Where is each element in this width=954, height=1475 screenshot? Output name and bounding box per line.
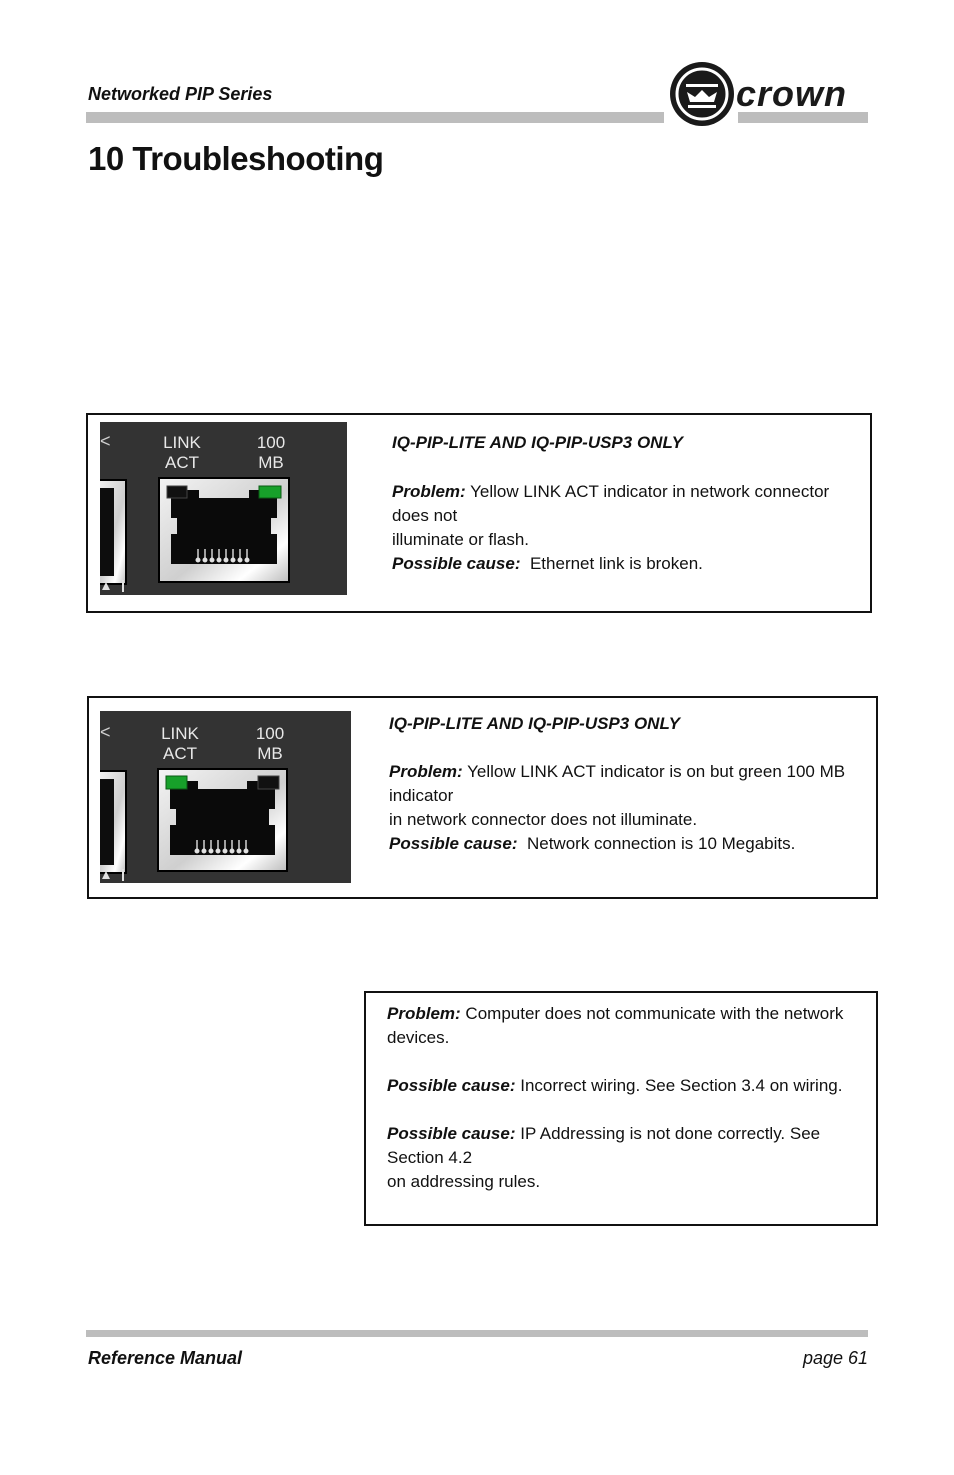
item1-problem-line1: Yellow LINK ACT indicator in network connector does not — [392, 482, 830, 525]
series-title: Networked PIP Series — [88, 84, 273, 104]
item2-cause — [389, 832, 795, 856]
item1-cause-label: Possible cause: — [392, 554, 521, 573]
link-act-led — [167, 486, 187, 498]
item3-cause-1 — [387, 1074, 865, 1098]
act-label: ACT — [163, 744, 197, 763]
mb-led — [258, 776, 279, 789]
item2-problem-label: Problem: — [389, 762, 463, 781]
svg-text:<: < — [100, 722, 111, 742]
item1-cause-text: Ethernet link is broken. — [529, 554, 703, 573]
footer-rule — [86, 1330, 868, 1337]
item2-problem-line2: in network connector does not illuminate. — [389, 810, 698, 829]
network-connector-image-1 — [100, 422, 347, 595]
item1-cause — [392, 552, 703, 576]
item1-problem — [392, 480, 862, 552]
item3-problem-label: Problem: — [387, 1004, 461, 1023]
link-act-led — [166, 776, 187, 789]
footer-manual-title: Reference Manual — [88, 1348, 243, 1368]
svg-text:<: < — [100, 431, 111, 451]
item3-cause1-text: Incorrect wiring. See Section 3.4 on wiring. — [520, 1076, 843, 1095]
item3-cause2-line1: IP Addressing is not done correctly. See Section 4.2 — [387, 1124, 821, 1167]
item2-problem — [389, 760, 867, 832]
item2-problem-line1: Yellow LINK ACT indicator is on but green 100 MB indicator — [389, 762, 846, 805]
act-label: ACT — [165, 453, 199, 472]
hundred-label: 100 — [256, 433, 286, 452]
item3-cause2-label: Possible cause: — [387, 1124, 516, 1143]
mb-label: MB — [257, 744, 283, 763]
item2-cause-text: Network connection is 10 Megabits. — [526, 834, 796, 853]
crown-logo — [668, 60, 870, 128]
page-number: page 61 — [803, 1348, 869, 1368]
item3-problem-line2: devices. — [387, 1028, 450, 1047]
item1-problem-line2: illuminate or flash. — [392, 530, 530, 549]
link-label: LINK — [161, 724, 199, 743]
item2-cause-label: Possible cause: — [389, 834, 518, 853]
network-connector-image-2 — [100, 711, 351, 883]
item1-heading: IQ-PIP-LITE AND IQ-PIP-USP3 ONLY — [392, 433, 683, 452]
item1-problem-label: Problem: — [392, 482, 466, 501]
item3-cause-2 — [387, 1122, 865, 1194]
item2-heading: IQ-PIP-LITE AND IQ-PIP-USP3 ONLY — [389, 714, 680, 733]
logo-wordmark: crown — [736, 73, 848, 114]
mb-label: MB — [258, 453, 284, 472]
chapter-title: 10 Troubleshooting — [88, 140, 384, 177]
item3-problem — [387, 1002, 865, 1050]
item3-problem-line1: Computer does not communicate with the network — [465, 1004, 844, 1023]
mb-led — [259, 486, 281, 498]
header-rule-left — [86, 112, 664, 123]
hundred-label: 100 — [255, 724, 285, 743]
item3-cause2-line2: on addressing rules. — [387, 1172, 541, 1191]
link-label: LINK — [163, 433, 201, 452]
item3-cause1-label: Possible cause: — [387, 1076, 516, 1095]
